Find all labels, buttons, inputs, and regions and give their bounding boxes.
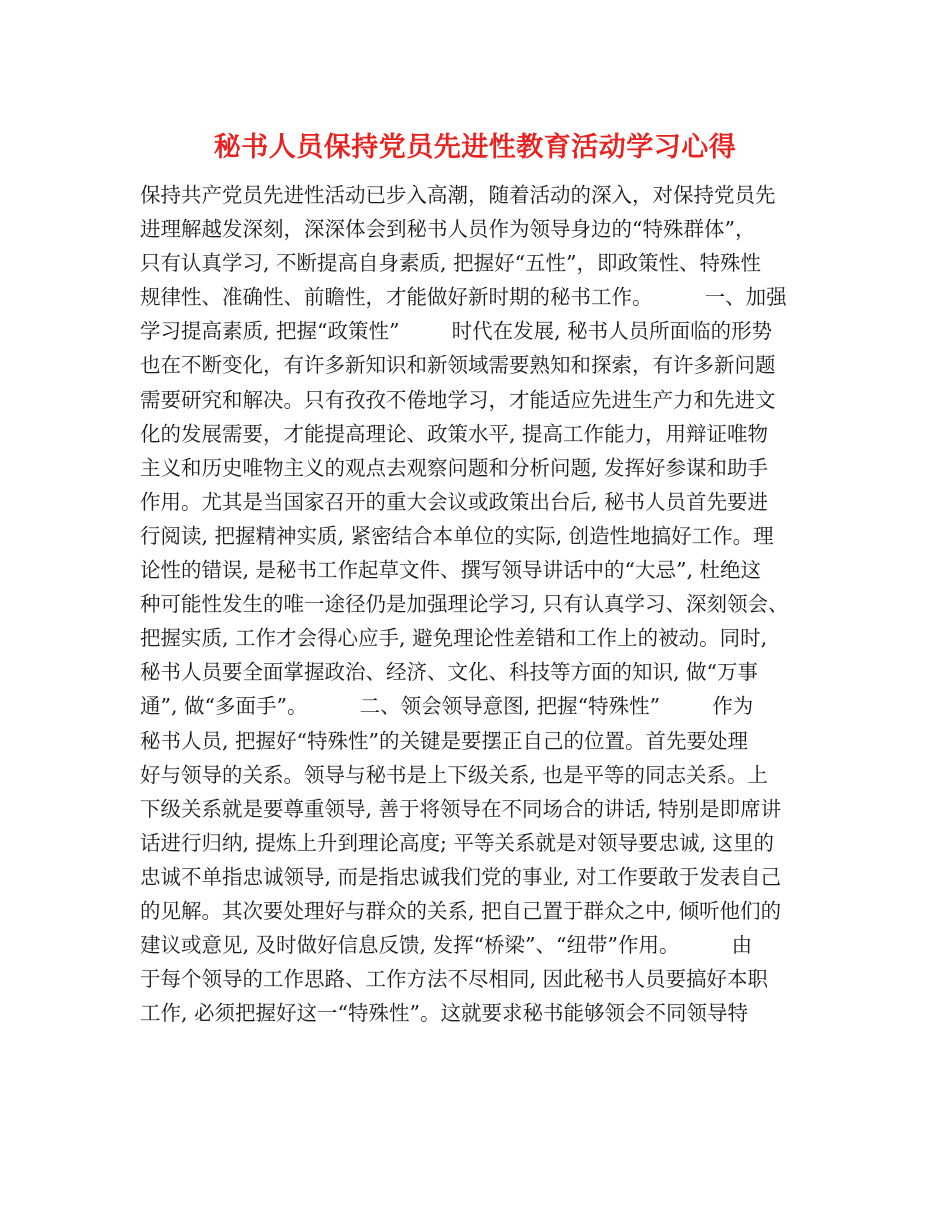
body-line: 建议或意见, 及时做好信息反馈, 发挥“桥梁”、“纽带”作用。 由 — [140, 933, 753, 958]
body-line: 行阅读, 把握精神实质, 紧密结合本单位的实际, 创造性地搞好工作。理 — [140, 523, 774, 548]
body-line: 学习提高素质, 把握“政策性” 时代在发展, 秘书人员所面临的形势 — [140, 319, 773, 344]
body-line: 忠诚不单指忠诚领导, 而是指忠诚我们党的事业, 对工作要敢于发表自己 — [140, 864, 782, 889]
body-line: 于每个领导的工作思路、工作方法不尽相同, 因此秘书人员要搞好本职 — [140, 967, 769, 992]
document-body — [140, 178, 820, 1030]
body-line: 化的发展需要，才能提高理论、政策水平, 提高工作能力，用辩证唯物 — [140, 421, 769, 446]
body-line: 主义和历史唯物主义的观点去观察问题和分析问题, 发挥好参谋和助手 — [140, 455, 769, 480]
body-line: 保持共产党员先进性活动已步入高潮，随着活动的深入，对保持党员先 — [140, 183, 776, 207]
body-line: 下级关系就是要尊重领导, 善于将领导在不同场合的讲话, 特别是即席讲 — [140, 796, 782, 821]
body-line: 论性的错误, 是秘书工作起草文件、撰写领导讲话中的“大忌”, 杜绝这 — [140, 558, 762, 583]
body-line: 把握实质, 工作才会得心应手, 避免理论性差错和工作上的被动。同时, — [140, 626, 768, 651]
body-line: 进理解越发深刻，深深体会到秘书人员作为领导身边的“特殊群体”， — [140, 217, 756, 242]
document-title: 秘书人员保持党员先进性教育活动学习心得 — [213, 132, 737, 163]
body-line: 好与领导的关系。领导与秘书是上下级关系, 也是平等的同志关系。上 — [140, 762, 769, 787]
body-line: 需要研究和解决。只有孜孜不倦地学习，才能适应先进生产力和先进文 — [140, 387, 776, 412]
body-line: 工作, 必须把握好这一“特殊性”。这就要求秘书能够领会不同领导特 — [140, 1001, 748, 1026]
body-line: 规律性、准确性、前瞻性，才能做好新时期的秘书工作。 一、加强 — [140, 285, 787, 310]
body-line: 也在不断变化，有许多新知识和新领域需要熟知和探索，有许多新问题 — [140, 353, 776, 378]
body-line: 秘书人员, 把握好“特殊性”的关键是要摆正自己的位置。首先要处理 — [140, 728, 748, 753]
body-line: 作用。尤其是当国家召开的重大会议或政策出台后, 秘书人员首先要进 — [140, 489, 769, 514]
body-line: 的见解。其次要处理好与群众的关系, 把自己置于群众之中, 倾听他们的 — [140, 898, 782, 923]
body-line: 通”, 做“多面手”。 二、领会领导意图, 把握“特殊性” 作为 — [140, 694, 754, 719]
body-line: 种可能性发生的唯一途径仍是加强理论学习, 只有认真学习、深刻领会、 — [140, 592, 789, 617]
body-line: 只有认真学习, 不断提高自身素质, 把握好“五性”，即政策性、特殊性 — [140, 251, 762, 276]
body-line: 秘书人员要全面掌握政治、经济、文化、科技等方面的知识, 做“万事 — [140, 660, 759, 685]
body-line: 话进行归纳, 提炼上升到理论高度; 平等关系就是对领导要忠诚, 这里的 — [140, 830, 774, 855]
